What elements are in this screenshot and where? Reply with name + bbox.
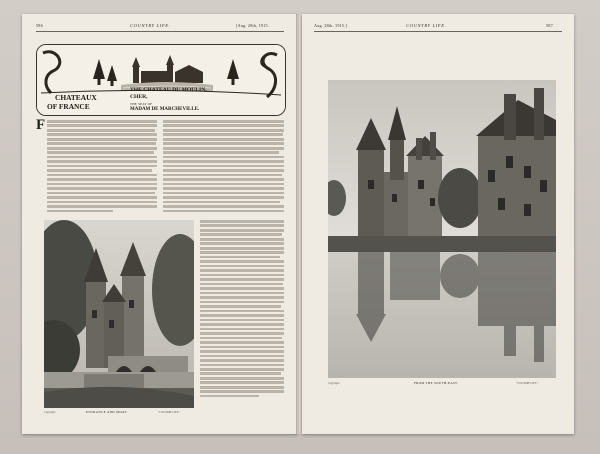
left-header-rule	[36, 31, 284, 32]
article-subtitle: THE SEAT OF	[130, 102, 153, 106]
left-photo-credit: Copyright	[44, 411, 56, 414]
right-header-rule	[314, 31, 562, 32]
photo-entrance-and-moat	[44, 220, 194, 408]
left-running-date: [Aug. 28th, 1915.	[236, 23, 270, 28]
series-title-line1: CHATEAUX	[55, 93, 97, 102]
owner-name: MADAM DE MARCHEVILLE.	[130, 107, 200, 112]
article-header-ornament	[36, 44, 286, 116]
left-page	[22, 14, 298, 434]
left-page-number: 586	[36, 23, 43, 28]
right-photo-credit-source: "COUNTRY LIFE."	[516, 382, 539, 385]
right-page	[302, 14, 574, 434]
right-running-date: Aug. 28th, 1915.]	[314, 23, 348, 28]
left-running-head: COUNTRY LIFE.	[130, 23, 171, 28]
right-text-column	[163, 120, 284, 216]
article-title-line1: THE CHATEAU DU MOULIN,	[130, 87, 207, 93]
right-page-number: 587	[546, 23, 553, 28]
right-photo-caption: FROM THE SOUTH-EAST.	[414, 381, 459, 385]
right-running-head: COUNTRY LIFE.	[406, 23, 447, 28]
photo-side-text-column	[200, 220, 284, 412]
right-photo-credit: Copyright	[328, 382, 340, 385]
drop-cap: F	[36, 117, 46, 133]
left-photo-caption: ENTRANCE AND MOAT.	[86, 410, 128, 414]
photo-from-the-south-east	[328, 80, 556, 378]
article-title-line2: CHER,	[130, 94, 148, 100]
left-photo-credit-source: "COUNTRY LIFE."	[158, 411, 181, 414]
series-title-line2: OF FRANCE	[47, 102, 90, 111]
left-text-column	[47, 120, 157, 216]
